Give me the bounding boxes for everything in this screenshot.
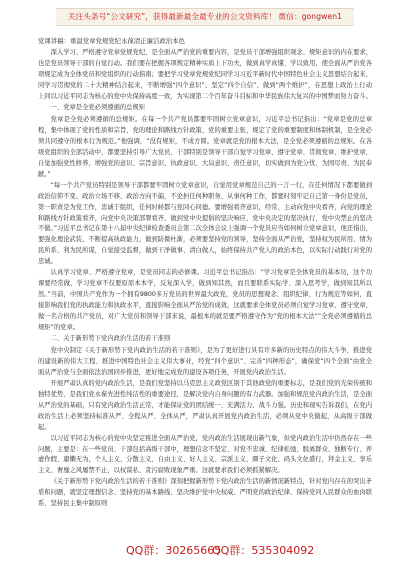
- header-banner: 关注头条号“公文研究”，获得最新最全最专业的公文资料库！ 微信：gongwen1: [56, 8, 354, 26]
- paragraph: “每一个共产党员特别是领导干部都要牢固树立党章意识，自觉用党章规范自己的一言一行，在任何情况下都要做到政治信仰不变、政治立场不移、政治方向不偏，不论担任何种职务、从事何种工作，都要时刻牢记自己第一身份是党员，第一职责是为党工作，忠诚于组织，任何时候都与党同心同德。要增强看齐意识，经常、主动向党中央看齐，向党的理论和路线方针政策看齐，向党中央决策部署看齐，做到党中央提倡的坚决响应、党中央决定的坚决执行、党中央禁止的坚决不做。”习近平总书记在第十八届中央纪律检查委员会第二次全体会议上强调一个党员应当如何树立党章意识，他还指出，要强化理论武装，不断提高执政能力，做到防微杜渐，必须要坚持党的领导，坚持全面从严治党，坚持权为民所用、情为民所系、利为民所谋，自觉接受监督，做到干净做事、清白做人，始终保持共产党人的政治本色，以实际行动践行对党的忠诚。: [38, 181, 372, 266]
- paragraph: 认真学习党章、严格遵守党章，是党员同志的必修课。习近平总书记指出：“学习党章是全体党员的基本功，这个功课要经常做，学习党章不仅要原原本本学，反复深入学，做到知其然，而且要联系实际学、深入思考学，做到知其所以然。”当前，中国共产党作为一个拥有9800多万党员的世界最大政党，党员的思想观念、组织纪律、行为规范等如何，直接影响我们党的执政能力和执政水平，直接影响全面从严治党的成效，这就要求全体党员必须自觉学习党章、遵守党章，做一名合格的共产党员，对广大党员和领导干部来说，最根本的就是要严格遵守作为“党的根本大法”“全党必须遵循的总规矩”的党章。: [38, 269, 372, 331]
- footer-qq-group-1: QQ群：30265665: [126, 544, 222, 557]
- document-title: 党课讲稿：重温党章党规党纪永葆清正廉洁政治本色: [38, 37, 185, 45]
- paragraph: 深入学习、严格遵守党章党规党纪，是全面从严治党的重要内容，是党员干部增强组织观念、规矩意识的内在要求，也是党员领导干部的自觉行动。我们要在把握各项规定精神实质上下功夫，做到真学真懂、学以致用，使全面从严治党各项规定成为全体党员和党组织的行动指南；要把学习党章党规党纪同学习习近平新时代中国特色社会主义思想结合起来，同学习贯彻党的二十大精神结合起来，不断增强“四个意识”、坚定“四个自信”、做到“两个维护”，在思想上政治上行动上同以习近平同志为核心的党中央保持高度一致，为实现第二个百年奋斗目标和中华民族伟大复兴的中国梦而努力奋斗。: [38, 48, 372, 100]
- section-heading: 一、党章是全党必须遵循的总规矩: [50, 104, 146, 112]
- footer-qq-group-2: QQ群：535304092: [212, 544, 315, 557]
- paragraph: 以习近平同志为核心的党中央坚定推进全面从严治党，党内政治生活展现出新气象，但党内政治生活中仍然存在一些问题，主要是：在一些党员、干部包括高级干部中，理想信念不坚定、对党不忠诚、纪律松弛、脱离群众、独断专行、弄虚作假、庸懒无为，个人主义、分散主义、自由主义、好人主义、宗派主义、圈子文化、码头文化盛行，拜金主义、享乐主义、奢靡之风屡禁不止，以权谋私、贪污腐败现象严重。这就要求我们必须抓紧解决。: [38, 434, 372, 475]
- paragraph: 党中央制定《关于新形势下党内政治生活的若干准则》，是为了更好进行具有许多新的历史特点的伟大斗争、推进党的建设新的伟大工程、推进中国特色社会主义伟大事业，经党“四个意识”、完善“四种形态”，确保党“四个全面”由党全面从严治党与全面依法治国同步推进，更好地完成党的建设各项任务，开展党内政治生活。: [38, 347, 372, 377]
- paragraph: 《关于新形势下党内政治生活的若干准则》深刻把握新形势下党内政治生活的新情况新特点，针对党内存在的突出矛盾和问题，就坚定理想信念、坚持党的基本路线、坚决维护党中央权威、严明党的政治纪律、保持党同人民群众的血肉联系、坚持民主集中制原则: [38, 478, 372, 508]
- footer: [0, 540, 408, 562]
- paragraph: 开展严肃认真的党内政治生活，是我们党坚持以马克思主义政党区别于其他政党的重要标志，是我们党的光荣传统和独特优势，是我们党永葆先进性纯洁性的重要途径，是解决党内自身问题的有力武器。加强和规范党内政治生活，是全面从严治党的基础，只有党内政治生活正常，才能保证党的团结统一、充满活力、战斗力强。历史和现实告诉我们，在党内政治生活上必须坚持标准从严、全程从严、全体从严，严肃认真开展党内政治生活，必须从党中央做起，从高级干部做起。: [38, 380, 372, 431]
- paragraph-list: [38, 48, 372, 510]
- paragraph: 党章是全党必须遵循的总规矩。在每一个共产党员都要牢固树立党章意识，习近平总书记指出：“党章是党的总章程，集中体现了党的性质和宗旨、党的理论和路线方针政策、党的重要主张，规定了党的重要制度和体制机制，是全党必须共同遵守的根本行为规范。”他强调，“没有规矩，不成方圆。党章就是党的根本大法，是全党必须遵循的总规矩。在各级党组织的全部活动中，都要坚持引导广大党员、干部特别是领导干部自觉学习党章、遵守党章、贯彻党章、维护党章，自觉加强党性修养，增强党的意识、宗旨意识、执政意识、大局意识、责任意识，切实做到为党分忧、为国尽责、为民奉献。”: [38, 116, 372, 178]
- section-heading: 二、关于新形势下党内政治生活的若干准则: [50, 335, 171, 343]
- document-body: [38, 36, 372, 510]
